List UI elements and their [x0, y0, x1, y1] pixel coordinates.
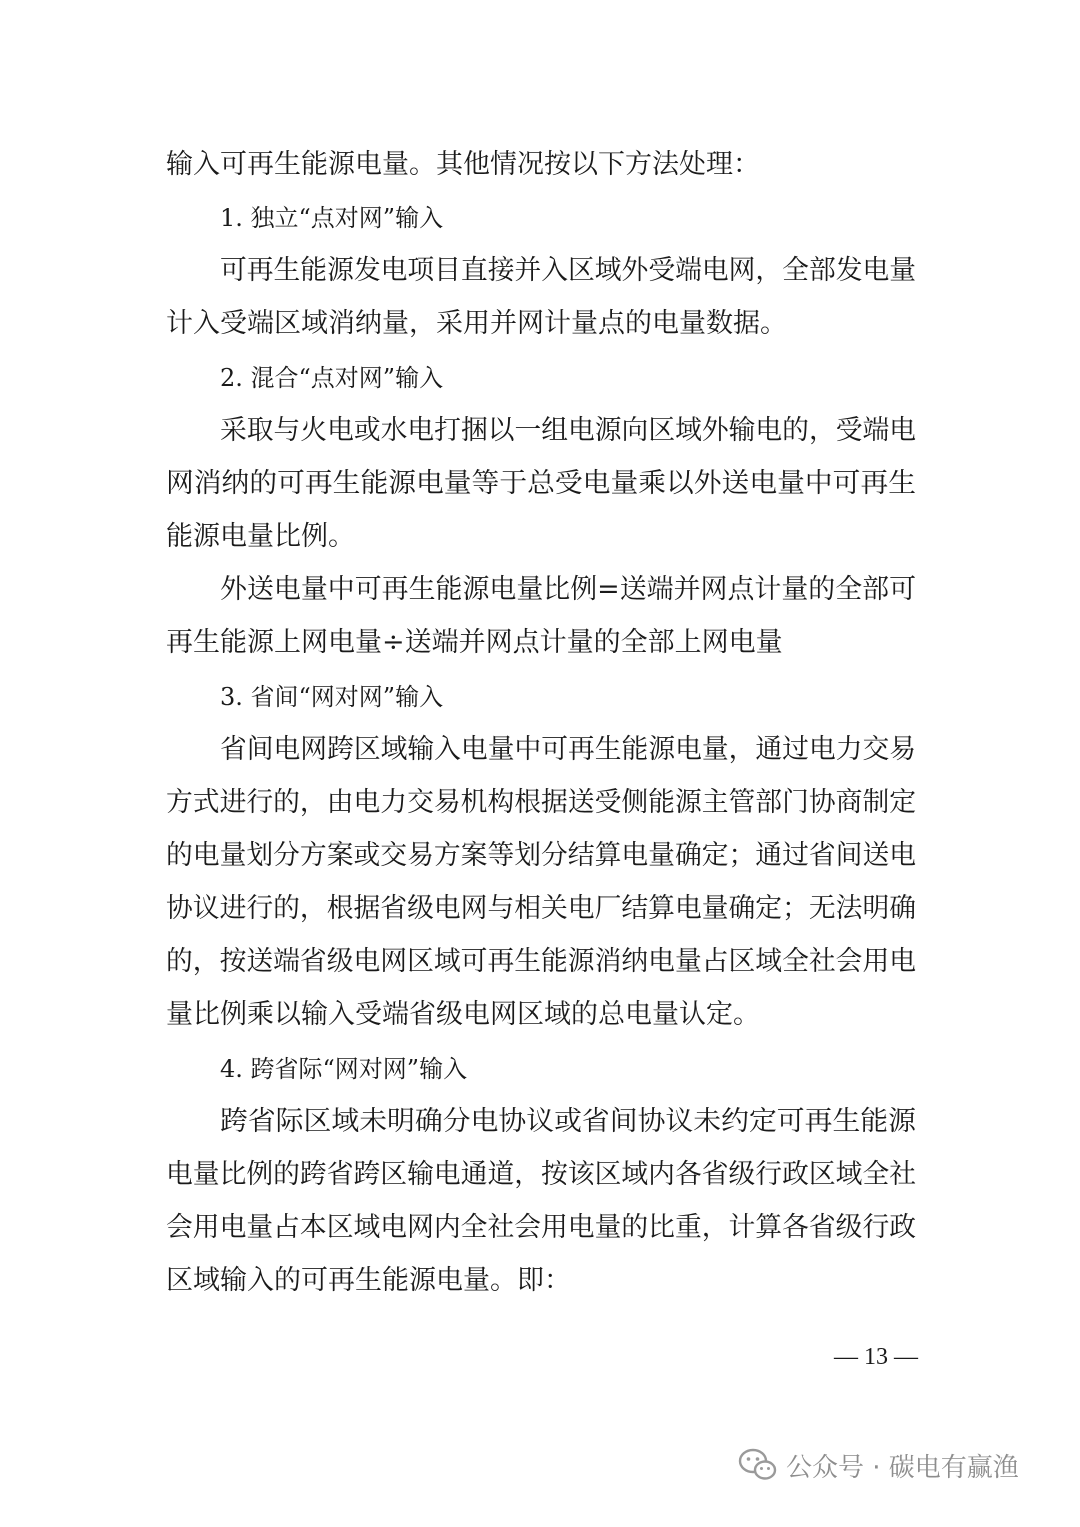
paragraph-line	[0, 297, 1080, 351]
paragraph-line	[0, 723, 1080, 777]
paragraph-line	[0, 510, 1080, 564]
paragraph-line	[0, 1201, 1080, 1255]
paragraph-line	[0, 563, 1080, 617]
paragraph-line	[0, 244, 1080, 298]
paragraph-line	[0, 457, 1080, 511]
line-text: 区域输入的可再生能源电量。即：	[166, 1265, 571, 1296]
section-heading	[0, 670, 1080, 724]
line-text: 1. 独立“点对网”输入	[220, 204, 444, 232]
line-text: 电量比例的跨省跨区输电通道，按该区域内各省级行政区域全社	[166, 1159, 917, 1190]
line-text: 会用电量占本区域电网内全社会用电量的比重，计算各省级行政	[166, 1212, 917, 1243]
section-heading	[0, 191, 1080, 245]
paragraph-line	[0, 1148, 1080, 1202]
line-text: 3. 省间“网对网”输入	[220, 683, 444, 711]
watermark-text: 公众号 · 碳电有赢渔	[786, 1452, 1019, 1483]
line-text: 可再生能源发电项目直接并入区域外受端电网，全部发电量	[220, 255, 917, 286]
section-heading	[0, 351, 1080, 405]
paragraph-line	[0, 882, 1080, 936]
paragraph-line	[0, 138, 1080, 192]
line-text: 输入可再生能源电量。其他情况按以下方法处理：	[166, 149, 760, 180]
paragraph-line	[0, 1095, 1080, 1149]
wechat-watermark	[738, 1440, 1058, 1490]
wechat-icon	[738, 1447, 778, 1483]
paragraph-line	[0, 829, 1080, 883]
page-number: — 13 —	[834, 1344, 918, 1370]
line-text: 方式进行的，由电力交易机构根据送受侧能源主管部门协商制定	[166, 787, 917, 818]
paragraph-line	[0, 616, 1080, 670]
line-text: 的，按送端省级电网区域可再生能源消纳电量占区域全社会用电	[166, 946, 917, 977]
line-text: 网消纳的可再生能源电量等于总受电量乘以外送电量中可再生	[166, 468, 916, 499]
line-text: 4. 跨省际“网对网”输入	[220, 1055, 468, 1083]
line-text: 量比例乘以输入受端省级电网区域的总电量认定。	[166, 999, 760, 1030]
line-text: 计入受端区域消纳量，采用并网计量点的电量数据。	[166, 308, 787, 339]
paragraph-line	[0, 404, 1080, 458]
paragraph-line	[0, 935, 1080, 989]
line-text: 省间电网跨区域输入电量中可再生能源电量，通过电力交易	[220, 734, 917, 765]
line-text: 再生能源上网电量÷送端并网点计量的全部上网电量	[166, 627, 783, 658]
section-heading	[0, 1042, 1080, 1096]
line-text: 外送电量中可再生能源电量比例=送端并网点计量的全部可	[220, 574, 917, 605]
line-text: 的电量划分方案或交易方案等划分结算电量确定；通过省间送电	[166, 840, 917, 871]
paragraph-line	[0, 1254, 1080, 1308]
line-text: 协议进行的，根据省级电网与相关电厂结算电量确定；无法明确	[166, 893, 917, 924]
paragraph-line	[0, 776, 1080, 830]
line-text: 采取与火电或水电打捆以一组电源向区域外输电的，受端电	[220, 415, 917, 446]
line-text: 能源电量比例。	[166, 521, 355, 552]
line-text: 2. 混合“点对网”输入	[220, 364, 444, 392]
paragraph-line	[0, 988, 1080, 1042]
line-text: 跨省际区域未明确分电协议或省间协议未约定可再生能源	[220, 1106, 916, 1137]
